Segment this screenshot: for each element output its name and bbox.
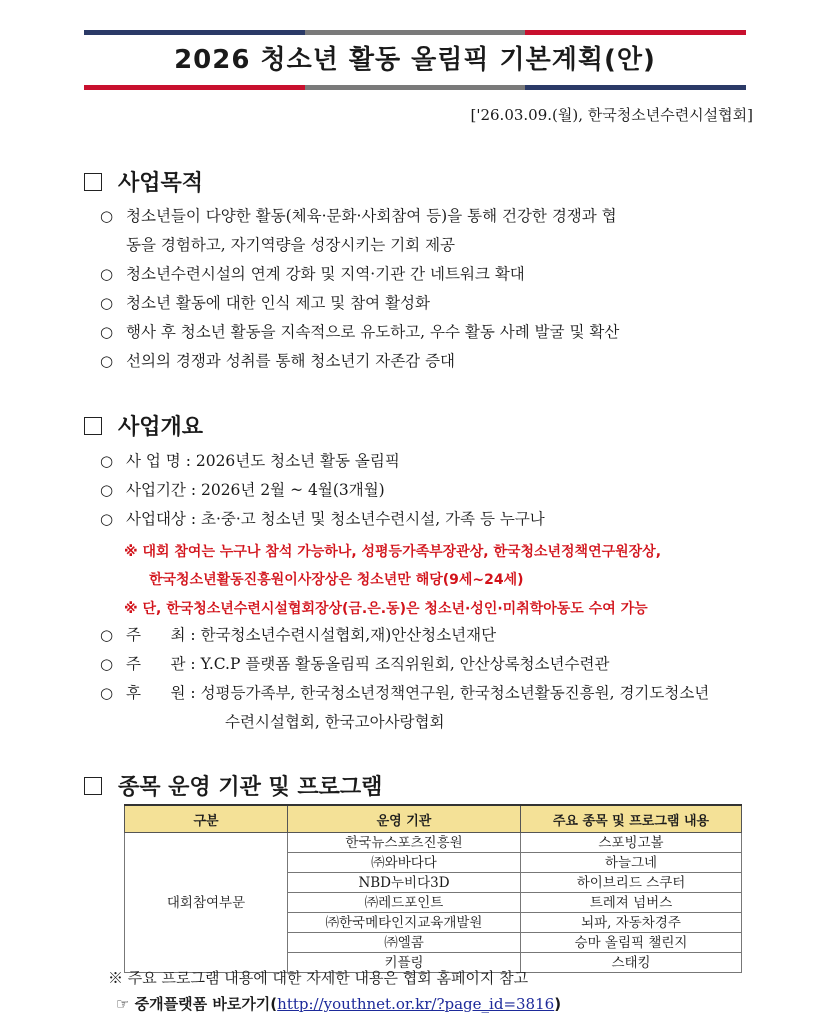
circle-bullet-icon: ○ — [100, 510, 114, 528]
list-item: ○ 사업기간 : 2026년 2월 ~ 4월(3개월) — [100, 476, 760, 505]
circle-bullet-icon: ○ — [100, 323, 114, 341]
title-bottom-rule — [84, 85, 746, 90]
circle-bullet-icon: ○ — [100, 294, 114, 312]
program-table — [124, 804, 742, 973]
circle-bullet-icon: ○ — [100, 207, 114, 225]
checkbox-square-icon — [84, 173, 102, 191]
list-item: ○ 후 원 : 성평등가족부, 한국청소년정책연구원, 한국청소년활동진흥원, 경기도청소년 — [100, 679, 760, 708]
circle-bullet-icon: ○ — [100, 352, 114, 370]
list-item: ○ 주 관 : Y.C.P 플랫폼 활동올림픽 조직위원회, 안산상록청소년수련관 — [100, 650, 760, 679]
note-eligibility-cont: 한국청소년활동진흥원이사장상은 청소년만 해당(9세~24세) — [149, 572, 524, 588]
note-eligibility: ※ 대회 참여는 누구나 참석 가능하나, 성평등가족부장관상, 한국청소년정책연구원장상, — [124, 544, 662, 560]
section-title: 사업개요 — [118, 415, 204, 440]
column-header: 운영 기관 — [288, 805, 521, 833]
circle-bullet-icon: ○ — [100, 265, 114, 283]
title-block — [84, 30, 746, 90]
program-footnote: ※ 주요 프로그램 내용에 대한 자세한 내용은 협회 홈페이지 참고 — [108, 969, 529, 987]
checkbox-square-icon — [84, 777, 102, 795]
section-purpose-heading — [84, 166, 203, 197]
circle-bullet-icon: ○ — [100, 452, 114, 470]
purpose-list — [100, 202, 760, 376]
date-line: ['26.03.09.(월), 한국청소년수련시설협회] — [470, 106, 753, 124]
list-item: ○ 선의의 경쟁과 성취를 통해 청소년기 자존감 증대 — [100, 347, 760, 376]
list-item: ○ 청소년수련시설의 연계 강화 및 지역·기관 간 네트워크 확대 — [100, 260, 760, 289]
category-cell: 대회참여부문 — [125, 833, 288, 973]
list-item-continuation: 수련시설협회, 한국고아사랑협회 — [225, 713, 445, 731]
section-overview-heading — [84, 410, 203, 441]
table-row: ㈜와바다다 하늘그네 — [125, 853, 742, 873]
list-item: ○ 사 업 명 : 2026년도 청소년 활동 올림픽 — [100, 447, 760, 476]
table-row: NBD누비다3D 하이브리드 스쿠터 — [125, 873, 742, 893]
section-title: 종목 운영 기관 및 프로그램 — [118, 775, 383, 800]
column-header: 구분 — [125, 805, 288, 833]
list-item: ○ 행사 후 청소년 활동을 지속적으로 유도하고, 우수 활동 사례 발굴 및 확산 — [100, 318, 760, 347]
note-award: ※ 단, 한국청소년수련시설협회장상(금.은.동)은 청소년·성인·미취학아동도 수여 가능 — [124, 601, 648, 617]
link-close: ) — [554, 995, 562, 1013]
circle-bullet-icon: ○ — [100, 655, 114, 673]
table-row: ㈜엘콤 승마 올림픽 챌린지 — [125, 933, 742, 953]
link-label: ☞ 중개플랫폼 바로가기( — [116, 995, 278, 1013]
list-item: ○ 사업대상 : 초·중·고 청소년 및 청소년수련시설, 가족 등 누구나 — [100, 505, 760, 534]
list-item-continuation: 동을 경험하고, 자기역량을 성장시키는 기회 제공 — [126, 236, 456, 254]
platform-link[interactable]: http://youthnet.or.kr/?page_id=3816 — [277, 995, 555, 1013]
section-programs-heading — [84, 770, 382, 801]
list-item: ○ 청소년 활동에 대한 인식 제고 및 참여 활성화 — [100, 289, 760, 318]
overview-list-2 — [100, 621, 760, 737]
table-row: ㈜한국메타인지교육개발원 뇌파, 자동차경주 — [125, 913, 742, 933]
checkbox-square-icon — [84, 417, 102, 435]
column-header: 주요 종목 및 프로그램 내용 — [521, 805, 742, 833]
circle-bullet-icon: ○ — [100, 684, 114, 702]
table-row: 대회참여부문 한국뉴스포츠진흥원 스포빙고볼 — [125, 833, 742, 853]
circle-bullet-icon: ○ — [100, 481, 114, 499]
table-row: ㈜레드포인트 트레져 넘버스 — [125, 893, 742, 913]
platform-link-line — [116, 993, 561, 1014]
section-title: 사업목적 — [118, 171, 204, 196]
list-item: ○ 주 최 : 한국청소년수련시설협회,재)안산청소년재단 — [100, 621, 760, 650]
page-title: 2026 청소년 활동 올림픽 기본계획(안) — [174, 45, 656, 75]
overview-list — [100, 447, 760, 534]
circle-bullet-icon: ○ — [100, 626, 114, 644]
list-item: ○ 청소년들이 다양한 활동(체육·문화·사회참여 등)을 통해 건강한 경쟁과 협 — [100, 202, 760, 231]
table-row: 키플링 스태킹 — [125, 953, 742, 973]
